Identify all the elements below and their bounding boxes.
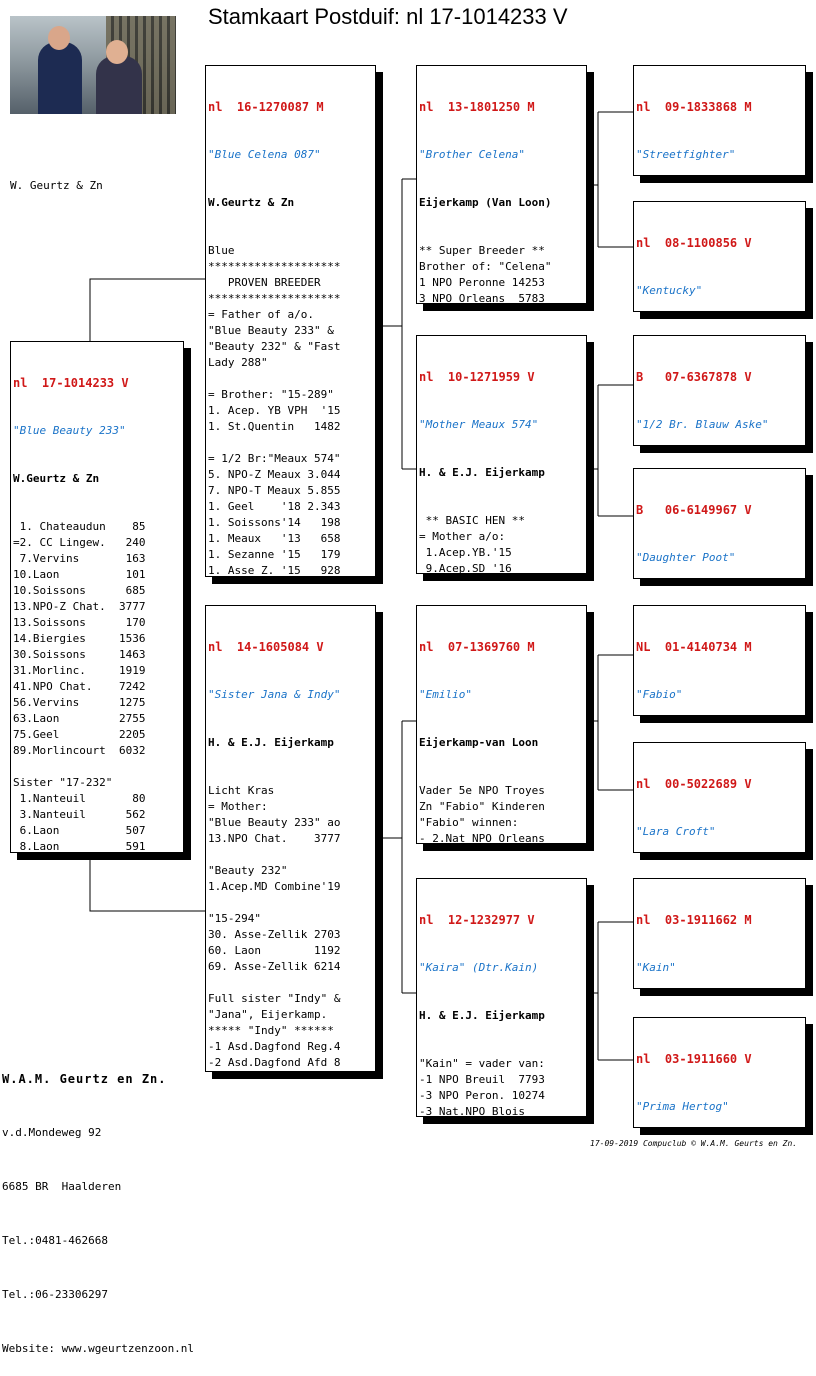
ring-number: nl 10-1271959 V	[419, 370, 535, 384]
result-line: = Mother a/o:	[419, 530, 506, 543]
result-line: 1.Acep.YB.'15	[419, 546, 512, 559]
contact-phone-2: Tel.:06-23306297	[2, 1288, 108, 1301]
pigeon-name: "Kain"	[636, 961, 676, 974]
card-fff	[633, 65, 806, 176]
result-line: -1 NPO Breuil 7793	[419, 1073, 545, 1086]
ring-number: nl 12-1232977 V	[419, 913, 535, 927]
pigeon-name: "Brother Celena"	[419, 148, 525, 161]
result-line: 1. Soissons'14 198	[208, 516, 341, 529]
result-line: 1. Sezanne '15 179	[208, 548, 341, 561]
result-line: 3 NPO Orleans 5783	[419, 292, 545, 304]
result-line: 89.Morlincourt 6032	[13, 744, 146, 757]
result-line	[208, 975, 373, 991]
ring-number: NL 01-4140734 M	[636, 640, 752, 654]
result-line: 1. Meaux '13 658	[208, 532, 341, 545]
result-line: -3 NPO Peron. 10274	[419, 1089, 545, 1102]
result-line: -2 Asd.Dagfond Afd 8	[208, 1056, 341, 1069]
pigeon-name: "Sister Jana & Indy"	[208, 688, 341, 701]
pigeon-name: "Prima Hertog"	[636, 1100, 729, 1113]
result-line: "Blue Beauty 233" &	[208, 324, 334, 337]
pigeon-name: "1/2 Br. Blauw Aske"	[636, 418, 769, 431]
result-line: -3 Nat.NPO Blois	[419, 1105, 525, 1117]
card-fmm	[633, 468, 806, 579]
result-line: 1. Acep. YB VPH '15	[208, 404, 341, 417]
pigeon-name: "Lara Croft"	[636, 825, 716, 838]
result-line	[208, 435, 373, 451]
ring-number: nl 09-1833868 M	[636, 100, 752, 114]
result-line: 9.Acep.SD '16	[419, 562, 512, 574]
result-line: -1 Asd.Dagfond Reg.4	[208, 1040, 341, 1053]
card-ffm	[633, 201, 806, 312]
result-line: =2. CC Lingew. 240	[13, 536, 146, 549]
pigeon-name: "Kentucky"	[636, 284, 703, 297]
contact-address: v.d.Mondeweg 92	[2, 1126, 102, 1139]
result-line: 14.Biergies 1536	[13, 632, 146, 645]
result-line: 10.Soissons 685	[13, 584, 146, 597]
result-line: ********************	[208, 292, 341, 305]
results-list	[419, 1056, 584, 1117]
ring-number: B 06-6149967 V	[636, 503, 752, 517]
result-line: 41.NPO Chat. 7242	[13, 680, 146, 693]
result-line: 8.Laon 591	[13, 840, 146, 853]
card-mother-mother	[416, 878, 587, 1117]
pigeon-name: "Emilio"	[419, 688, 472, 701]
results-list	[13, 519, 181, 853]
owner-name: H. & E.J. Eijerkamp	[208, 736, 334, 749]
owner-name: H. & E.J. Eijerkamp	[419, 1009, 545, 1022]
result-line: "Jana", Eijerkamp.	[208, 1008, 328, 1021]
ring-number: nl 13-1801250 M	[419, 100, 535, 114]
result-line: "Beauty 232"	[208, 864, 288, 877]
ring-number: B 07-6367878 V	[636, 370, 752, 384]
contact-website: Website: www.wgeurtzenzoon.nl	[2, 1342, 195, 1355]
result-line: 1. Asse Z. '15 928	[208, 564, 341, 577]
result-line: 60. Laon 1192	[208, 944, 341, 957]
result-line: "Fabio" winnen:	[419, 816, 519, 829]
result-line: ** Super Breeder **	[419, 244, 545, 257]
result-line: "Beauty 232" & "Fast	[208, 340, 341, 353]
owner-name: H. & E.J. Eijerkamp	[419, 466, 545, 479]
breeder-label: W. Geurtz & Zn	[10, 179, 103, 192]
ring-number: nl 03-1911660 V	[636, 1052, 752, 1066]
pigeon-name: "Streetfighter"	[636, 148, 736, 161]
card-mfm	[633, 742, 806, 853]
result-line: 31.Morlinc. 1919	[13, 664, 146, 677]
result-line: - 2.Nat NPO Orleans	[419, 832, 545, 844]
result-line: ***** "Indy" ******	[208, 1024, 334, 1037]
result-line: 30.Soissons 1463	[13, 648, 146, 661]
ring-number: nl 00-5022689 V	[636, 777, 752, 791]
result-line: 69. Asse-Zellik 6214	[208, 960, 341, 973]
owner-name: Eijerkamp-van Loon	[419, 736, 539, 749]
result-line: "15-294"	[208, 912, 261, 925]
results-list	[419, 513, 584, 574]
result-line: 5. NPO-Z Meaux 3.044	[208, 468, 341, 481]
result-line: Vader 5e NPO Troyes	[419, 784, 545, 797]
ring-number: nl 03-1911662 M	[636, 913, 752, 927]
result-line: Brother of: "Celena"	[419, 260, 552, 273]
ring-number: nl 07-1369760 M	[419, 640, 535, 654]
results-list	[208, 243, 373, 577]
result-line	[13, 759, 181, 775]
pigeon-name: "Blue Celena 087"	[208, 148, 321, 161]
result-line: Blue	[208, 244, 235, 257]
result-line: PROVEN BREEDER	[208, 276, 321, 289]
pigeon-name: "Daughter Poot"	[636, 551, 736, 564]
result-line: 13.NPO Chat. 3777	[208, 832, 341, 845]
result-line: Lady 288"	[208, 356, 268, 369]
owner-name: Eijerkamp (Van Loon)	[419, 196, 552, 209]
result-line: = 1/2 Br:"Meaux 574"	[208, 452, 341, 465]
ring-number: nl 08-1100856 V	[636, 236, 752, 250]
contact-phone-1: Tel.:0481-462668	[2, 1234, 108, 1247]
card-father-mother	[416, 335, 587, 574]
result-line: 1. Geel '18 2.343	[208, 500, 341, 513]
result-line: 7. NPO-T Meaux 5.855	[208, 484, 341, 497]
card-subject	[10, 341, 184, 853]
result-line	[208, 895, 373, 911]
card-mmm	[633, 1017, 806, 1128]
result-line: 30. Asse-Zellik 2703	[208, 928, 341, 941]
result-line: = Father of a/o.	[208, 308, 314, 321]
page-title: Stamkaart Postduif: nl 17-1014233 V	[208, 4, 568, 29]
contact-block	[2, 1034, 194, 1376]
result-line: Zn "Fabio" Kinderen	[419, 800, 545, 813]
result-line: 13.NPO-Z Chat. 3777	[13, 600, 146, 613]
result-line: 1. St.Quentin 1482	[208, 420, 341, 433]
result-line: 1 NPO Peronne 14253	[419, 276, 545, 289]
result-line: = Mother:	[208, 800, 268, 813]
results-list	[419, 783, 584, 844]
result-line: 6.Laon 507	[13, 824, 146, 837]
pigeon-name: "Blue Beauty 233"	[13, 424, 126, 437]
pigeon-name: "Mother Meaux 574"	[419, 418, 539, 431]
owner-name: W.Geurtz & Zn	[13, 472, 100, 485]
card-mmf	[633, 878, 806, 989]
ring-number: nl 17-1014233 V	[13, 376, 129, 390]
card-mother-father	[416, 605, 587, 844]
card-fmf	[633, 335, 806, 446]
card-mother	[205, 605, 376, 1072]
result-line	[208, 1071, 373, 1072]
card-father	[205, 65, 376, 577]
result-line: 1.Acep.MD Combine'19	[208, 880, 341, 893]
contact-city: 6685 BR Haalderen	[2, 1180, 122, 1193]
card-mff	[633, 605, 806, 716]
result-line: = Brother: "15-289"	[208, 388, 334, 401]
result-line: 1.Nanteuil 80	[13, 792, 146, 805]
ring-number: nl 14-1605084 V	[208, 640, 324, 654]
pigeon-name: "Kaira" (Dtr.Kain)	[419, 961, 539, 974]
result-line: ** BASIC HEN **	[419, 514, 525, 527]
owner-name: W.Geurtz & Zn	[208, 196, 295, 209]
result-line: 13.Soissons 170	[13, 616, 146, 629]
results-list	[419, 243, 584, 304]
result-line: 63.Laon 2755	[13, 712, 146, 725]
card-father-father	[416, 65, 587, 304]
result-line: "Blue Beauty 233" ao	[208, 816, 341, 829]
result-line: 7.Vervins 163	[13, 552, 146, 565]
result-line: 56.Vervins 1275	[13, 696, 146, 709]
result-line: Full sister "Indy" &	[208, 992, 341, 1005]
contact-name: W.A.M. Geurtz en Zn.	[2, 1072, 167, 1086]
result-line: Sister "17-232"	[13, 776, 113, 789]
result-line: 3.Nanteuil 562	[13, 808, 146, 821]
pigeon-name: "Fabio"	[636, 688, 683, 701]
result-line: 1. Chateaudun 85	[13, 520, 146, 533]
footer-credit: 17-09-2019 Compuclub © W.A.M. Geurts en Zn.	[590, 1139, 798, 1148]
result-line: Licht Kras	[208, 784, 275, 797]
result-line	[208, 847, 373, 863]
result-line: ********************	[208, 260, 341, 273]
results-list	[208, 783, 373, 1072]
result-line: "Kain" = vader van:	[419, 1057, 545, 1070]
result-line	[208, 371, 373, 387]
result-line: 75.Geel 2205	[13, 728, 146, 741]
ring-number: nl 16-1270087 M	[208, 100, 324, 114]
result-line: 10.Laon 101	[13, 568, 146, 581]
